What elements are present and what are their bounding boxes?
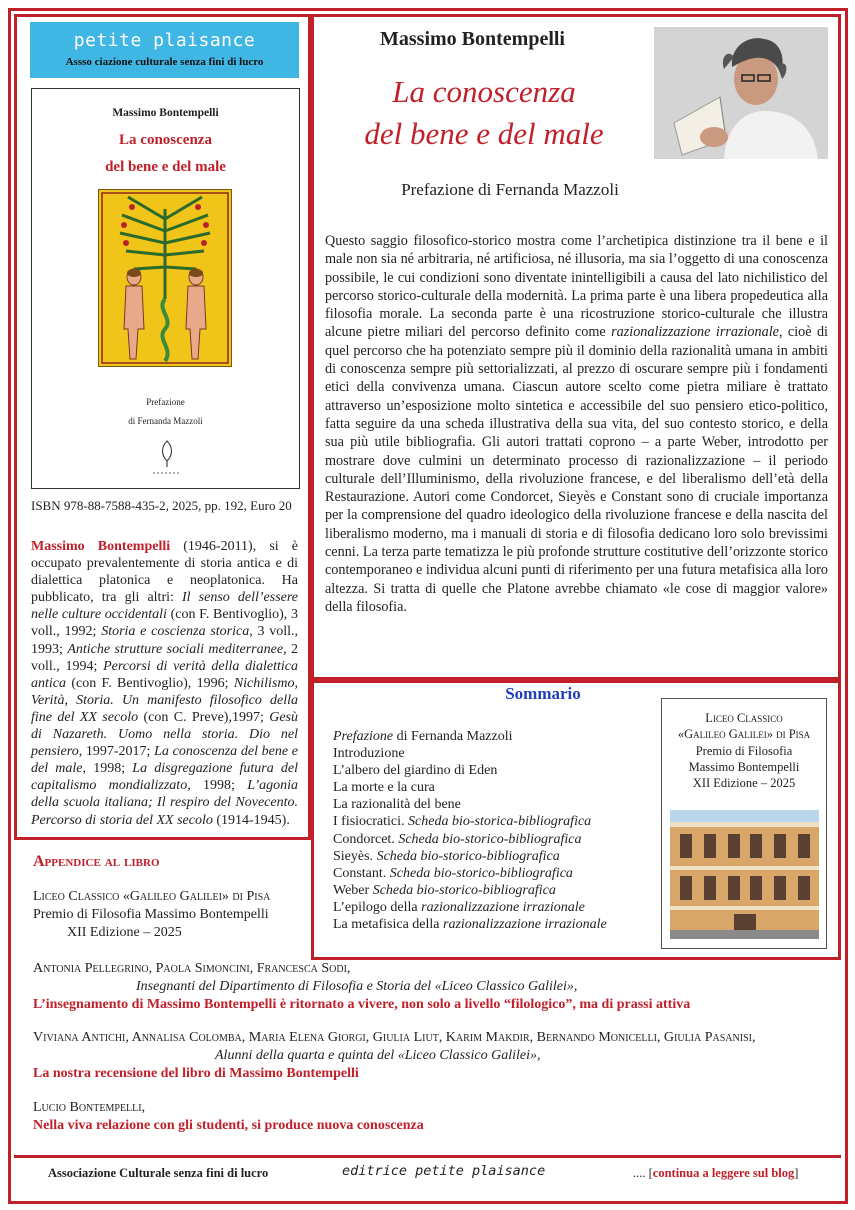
bio-work: Storia e coscienza storica [101,624,250,640]
bio-text: , 2 voll., 1994; [31,641,298,674]
appendix-title: Appendice al libro [33,853,160,870]
teachers-names: Antonia Pellegrino, Paola Simoncini, Francesca Sodi, [33,961,351,976]
footer-divider [14,1155,841,1158]
bio-work: L’agonia della scuola italiana; Il respiro del Novecento. Percorso di storia del XX secolo [31,778,299,828]
students-review-link[interactable]: La nostra recensione del libro di Massimo Bontempelli [33,1066,359,1081]
poster-line: Liceo Classico [705,711,783,725]
sommario-item-text: Weber [333,882,373,898]
poster-line: «Galileo Galilei» di Pisa [677,727,811,742]
bio-author-name: Massimo Bontempelli [31,539,171,554]
publisher-logo[interactable] [30,22,299,78]
sommario-item-text: I fisiocratici. [333,814,409,830]
poster-line: Premio di Filosofia [695,743,793,758]
abstract-emphasis: razionalizzazione irrazionale [611,324,779,341]
header-preface: Prefazione di Fernanda Mazzoli [401,180,619,199]
continue-reading-link[interactable]: continua a leggere sul blog [652,1166,795,1180]
sommario-item [333,916,653,933]
sommario-item [333,813,653,830]
sommario-item [333,796,653,813]
sommario-item-text: Introduzione [333,746,405,762]
adam-eve-tree-illustration [98,189,232,367]
bio-work: Percorsi di verità della dialettica antica [31,658,298,691]
footer-continue [633,1166,798,1181]
lucio-article-link[interactable]: Nella viva relazione con gli studenti, si produce nuova conoscenza [33,1118,424,1133]
book-abstract [325,232,828,616]
sommario-item-text: La morte e la cura [333,780,435,796]
bio-text: (con F. Bentivoglio), 1996; [66,675,234,691]
header-title-line2: del bene e del male [364,116,604,151]
sommario-item-italic: Scheda bio-storico-bibliografica [389,865,573,881]
bio-work: La conoscenza del bene e del male [31,744,298,777]
bio-text: (con C. Preve),1997; [138,709,270,725]
sommario-item-italic: razionalizzazione irrazionale [443,917,607,933]
liceo-poster [661,698,827,949]
bio-text: (con F. Bentivoglio), 3 voll., 1992; [31,607,298,640]
footer-suffix: ] [794,1166,799,1180]
cover-preface-author: di Fernanda Mazzoli [128,416,203,426]
sommario-item [333,745,653,762]
publisher-mark-icon [147,437,187,477]
sommario-item [333,762,653,779]
sommario-item-text: La metafisica della [333,917,443,933]
lucio-name: Lucio Bontempelli, [33,1100,146,1115]
footer-prefix: .... [ [633,1166,653,1180]
sommario-item-italic: Scheda bio-storica-bibliografica [408,814,592,830]
abstract-part2: , cioè di quel percorso che ha potenziato sempre più il dominio della razionalità umana in ambiti di conoscenza sempre più settorializzati, al prezzo di oscurare sempre più i fondamenti etici della convivenza umana. Ciascun autore scelto come pietra miliare è trattato attraverso un’esposizione molto sintetica e accessibile del suo pensiero etico-politico, fatta seguire da una scheda illustrativa della sua vita, del suo contesto storico, e della sua più utile bibliografia. Gli autori trattati coprono – a parte Weber, introdotto per mostrare dove culmini un determinato processo di razionalizzazione – il periodo culturale dell’Illuminismo, della rivoluzione francese, e del liberalismo dell’età della Restaurazione. Autori come Condorcet, Sieyès e Constant sono di cruciale importanza per la comprensione del quadro ideologico della rivoluzione francese e della nascita del liberalismo moderno, ma i manuali di storia e di filosofia dedicano loro solo brevissimi cenni. La terza parte tematizza le più profonde strutture costitutive dell’orizzonte storico contemporaneo e individua alcuni punti di riferimento per una futura metafisica alla loro altezza. Si tratta di quelle che Platone avrebbe chiamato «le cose di maggior valore» della filosofia. [325,324,828,615]
bio-text: , 3 voll., 1993; [31,624,299,657]
appendix-liceo: Liceo Classico «Galileo Galilei» di Pisa [33,889,271,904]
header-author: Massimo Bontempelli [380,28,565,50]
header-title-line1: La conoscenza [392,74,576,109]
cover-title-line1: La conoscenza [119,132,212,148]
poster-line: XII Edizione – 2025 [692,776,796,791]
students-names: Viviana Antichi, Annalisa Colomba, Maria Elena Giorgi, Giulia Liut, Karim Makdir, Bernando Monicelli, Giulia Pasanisi, [33,1030,756,1045]
bio-work: Il senso dell’essere nelle culture occidentali [31,590,298,623]
sommario-item [333,882,653,899]
bio-text: , 1997-2017; [78,744,155,760]
sommario-item-italic: Scheda bio-storico-bibliografica [376,848,560,864]
sommario-item-text: L’epilogo della [333,899,422,915]
bio-text: , 1998; [187,778,248,794]
bio-work: Gesù di Nazareth. Uomo nella storia. Dio nel pensiero [31,709,298,760]
sommario-item [333,899,653,916]
bio-intro: (1946-2011), si è occupato prevalentemente di storia antica e di dialettica platonica e neoplatonica. Ha pubblicato, tra gli altri: [31,539,298,606]
sommario-item [333,831,653,848]
school-building-photo [670,810,819,939]
sommario-item-text: di Fernanda Mazzoli [393,729,513,744]
publisher-subtitle: Assso ciazione culturale senza fini di lucro [65,56,264,68]
sommario-item-italic: Scheda bio-storico-bibliografica [372,882,556,898]
sommario-item-text: Sieyès. [333,848,377,864]
book-cover [31,88,300,489]
cover-author: Massimo Bontempelli [112,107,219,119]
bio-work: La disgregazione futura del capitalismo mondializzato [31,761,298,794]
sommario-item [333,848,653,865]
sommario-item [333,779,653,796]
publisher-name: petite plaisance [73,30,256,51]
bio-text: , 1998; [82,761,133,777]
teachers-role: Insegnanti del Dipartimento di Filosofia e Storia del «Liceo Classico Galilei», [136,979,578,994]
footer-publisher: editrice petite plaisance [342,1163,546,1179]
bio-work: Nichilismo, Verità, Storia. Un manifesto filosofico della fine del XX secolo [31,675,298,725]
author-portrait-image [654,27,828,159]
sommario-item [333,865,653,882]
sommario-list [333,728,653,933]
sommario-item-italic: razionalizzazione irrazionale [421,899,585,915]
footer-association: Associazione Culturale senza fini di lucro [48,1166,269,1180]
abstract-part1: Questo saggio filosofico-storico mostra come l’archetipica distinzione tra il bene e il male non sia né arbitraria, né artificiosa, né illusoria, ma sia l’oggetto di una conoscenza possibile, le cui condizioni sono diventate inintelligibili a causa del lato nichilistico del percorso storico-culturale della modernità. La prima parte è una libera propedeutica alla filosofia morale. La seconda parte è una ricostruzione storico-culturale che illustra alcune pietre miliari del percorso definito come [325,233,828,341]
cover-preface-label: Prefazione [146,397,185,407]
sommario-item-text: La razionalità del bene [333,797,461,813]
bio-text: (1914-1945). [212,812,290,828]
sommario-item-text: L’albero del giardino di Eden [333,763,498,779]
sommario-item-text: Condorcet. [333,831,399,847]
sommario-item [333,728,653,745]
poster-line: Massimo Bontempelli [688,759,800,774]
author-bio [31,538,298,829]
sommario-item-text: Constant. [333,865,390,881]
sommario-title: Sommario [505,684,581,703]
sommario-item-italic: Scheda bio-storico-bibliografica [398,831,582,847]
teachers-article-link[interactable]: L’insegnamento di Massimo Bontempelli è ritornato a vivere, non solo a livello “filologico”, ma di prassi attiva [33,997,691,1012]
cover-title-line2: del bene e del male [105,159,226,175]
author-portrait [654,27,828,159]
students-role: Alunni della quarta e quinta del «Liceo Classico Galilei», [215,1048,541,1063]
appendix-edizione: XII Edizione – 2025 [67,925,182,940]
appendix-premio: Premio di Filosofia Massimo Bontempelli [33,907,269,922]
isbn-line: ISBN 978-88-7588-435-2, 2025, pp. 192, Euro 20 [31,498,292,513]
sommario-item-italic: Prefazione [333,729,394,744]
bio-work: Antiche strutture sociali mediterranee [67,641,284,657]
